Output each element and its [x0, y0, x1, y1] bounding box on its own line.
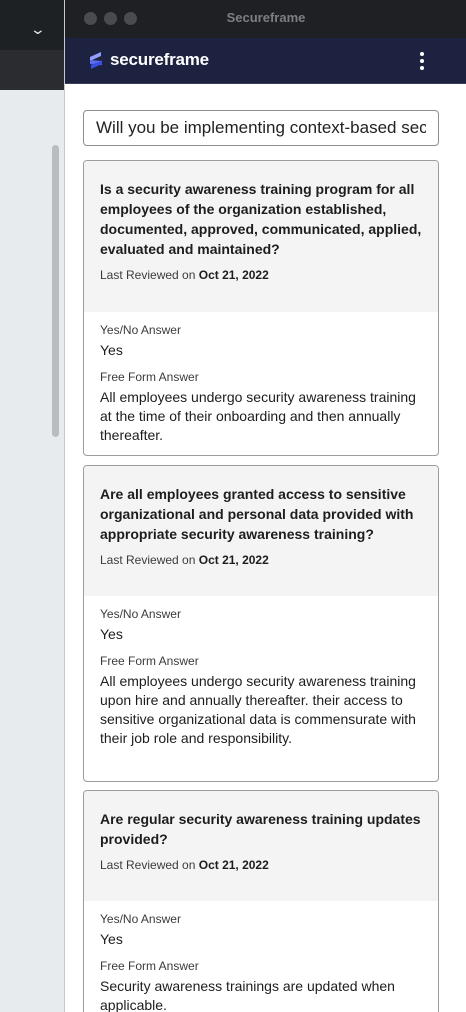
secureframe-logo-icon	[87, 50, 105, 72]
answer-card[interactable]	[83, 790, 439, 1012]
last-reviewed-label: Last Reviewed on	[100, 553, 196, 567]
question-text: Are all employees granted access to sensitive organizational and personal data provided with appropriate security awareness training?	[100, 486, 414, 542]
last-reviewed	[100, 267, 422, 283]
yes-no-label: Yes/No Answer	[100, 607, 181, 621]
answer-card[interactable]	[83, 465, 439, 782]
background-toolbar	[0, 50, 64, 90]
last-reviewed-date: Oct 21, 2022	[198, 553, 269, 567]
free-form-label: Free Form Answer	[100, 959, 199, 973]
yes-no-label: Yes/No Answer	[100, 323, 181, 337]
last-reviewed	[100, 552, 422, 568]
question-text: Is a security awareness training program for all employees of the organization established, documented, approved, communicated, applied, evaluated and maintained?	[100, 181, 422, 257]
more-options-icon[interactable]	[417, 50, 427, 72]
background-scrollbar[interactable]	[52, 145, 59, 437]
search-input[interactable]	[83, 110, 439, 146]
free-form-label: Free Form Answer	[100, 370, 199, 384]
window-title: Secureframe	[226, 10, 306, 25]
extension-window	[64, 0, 466, 1012]
last-reviewed-label: Last Reviewed on	[100, 858, 196, 872]
last-reviewed-label: Last Reviewed on	[100, 268, 196, 282]
free-form-value: Security awareness trainings are updated when applicable.	[100, 978, 395, 1012]
yes-no-value: Yes	[100, 931, 123, 947]
chevron-down-icon[interactable]: ⌄	[29, 21, 47, 37]
yes-no-value: Yes	[100, 342, 123, 358]
last-reviewed-date: Oct 21, 2022	[198, 268, 269, 282]
yes-no-label: Yes/No Answer	[100, 912, 181, 926]
window-titlebar[interactable]	[65, 0, 466, 38]
answer-card[interactable]	[83, 160, 439, 456]
free-form-value: All employees undergo security awareness training upon hire and annually thereafter. their access to sensitive organizational data is commensurate with their job role and responsibility.	[100, 673, 416, 746]
brand-name: secureframe	[110, 50, 209, 69]
card-header	[84, 466, 438, 596]
card-body	[84, 901, 438, 1012]
last-reviewed-date: Oct 21, 2022	[198, 858, 269, 872]
main-content	[65, 84, 466, 1012]
card-header	[84, 161, 438, 312]
background-browser	[0, 0, 64, 1012]
free-form-value: All employees undergo security awareness training at the time of their onboarding and then annually thereafter.	[100, 389, 416, 443]
card-body	[84, 596, 438, 748]
yes-no-value: Yes	[100, 626, 123, 642]
last-reviewed	[100, 857, 422, 873]
card-header	[84, 791, 438, 901]
background-tab-bar	[0, 0, 64, 50]
question-text: Are regular security awareness training updates provided?	[100, 811, 421, 847]
card-body	[84, 312, 438, 445]
free-form-label: Free Form Answer	[100, 654, 199, 668]
app-header	[65, 38, 466, 84]
